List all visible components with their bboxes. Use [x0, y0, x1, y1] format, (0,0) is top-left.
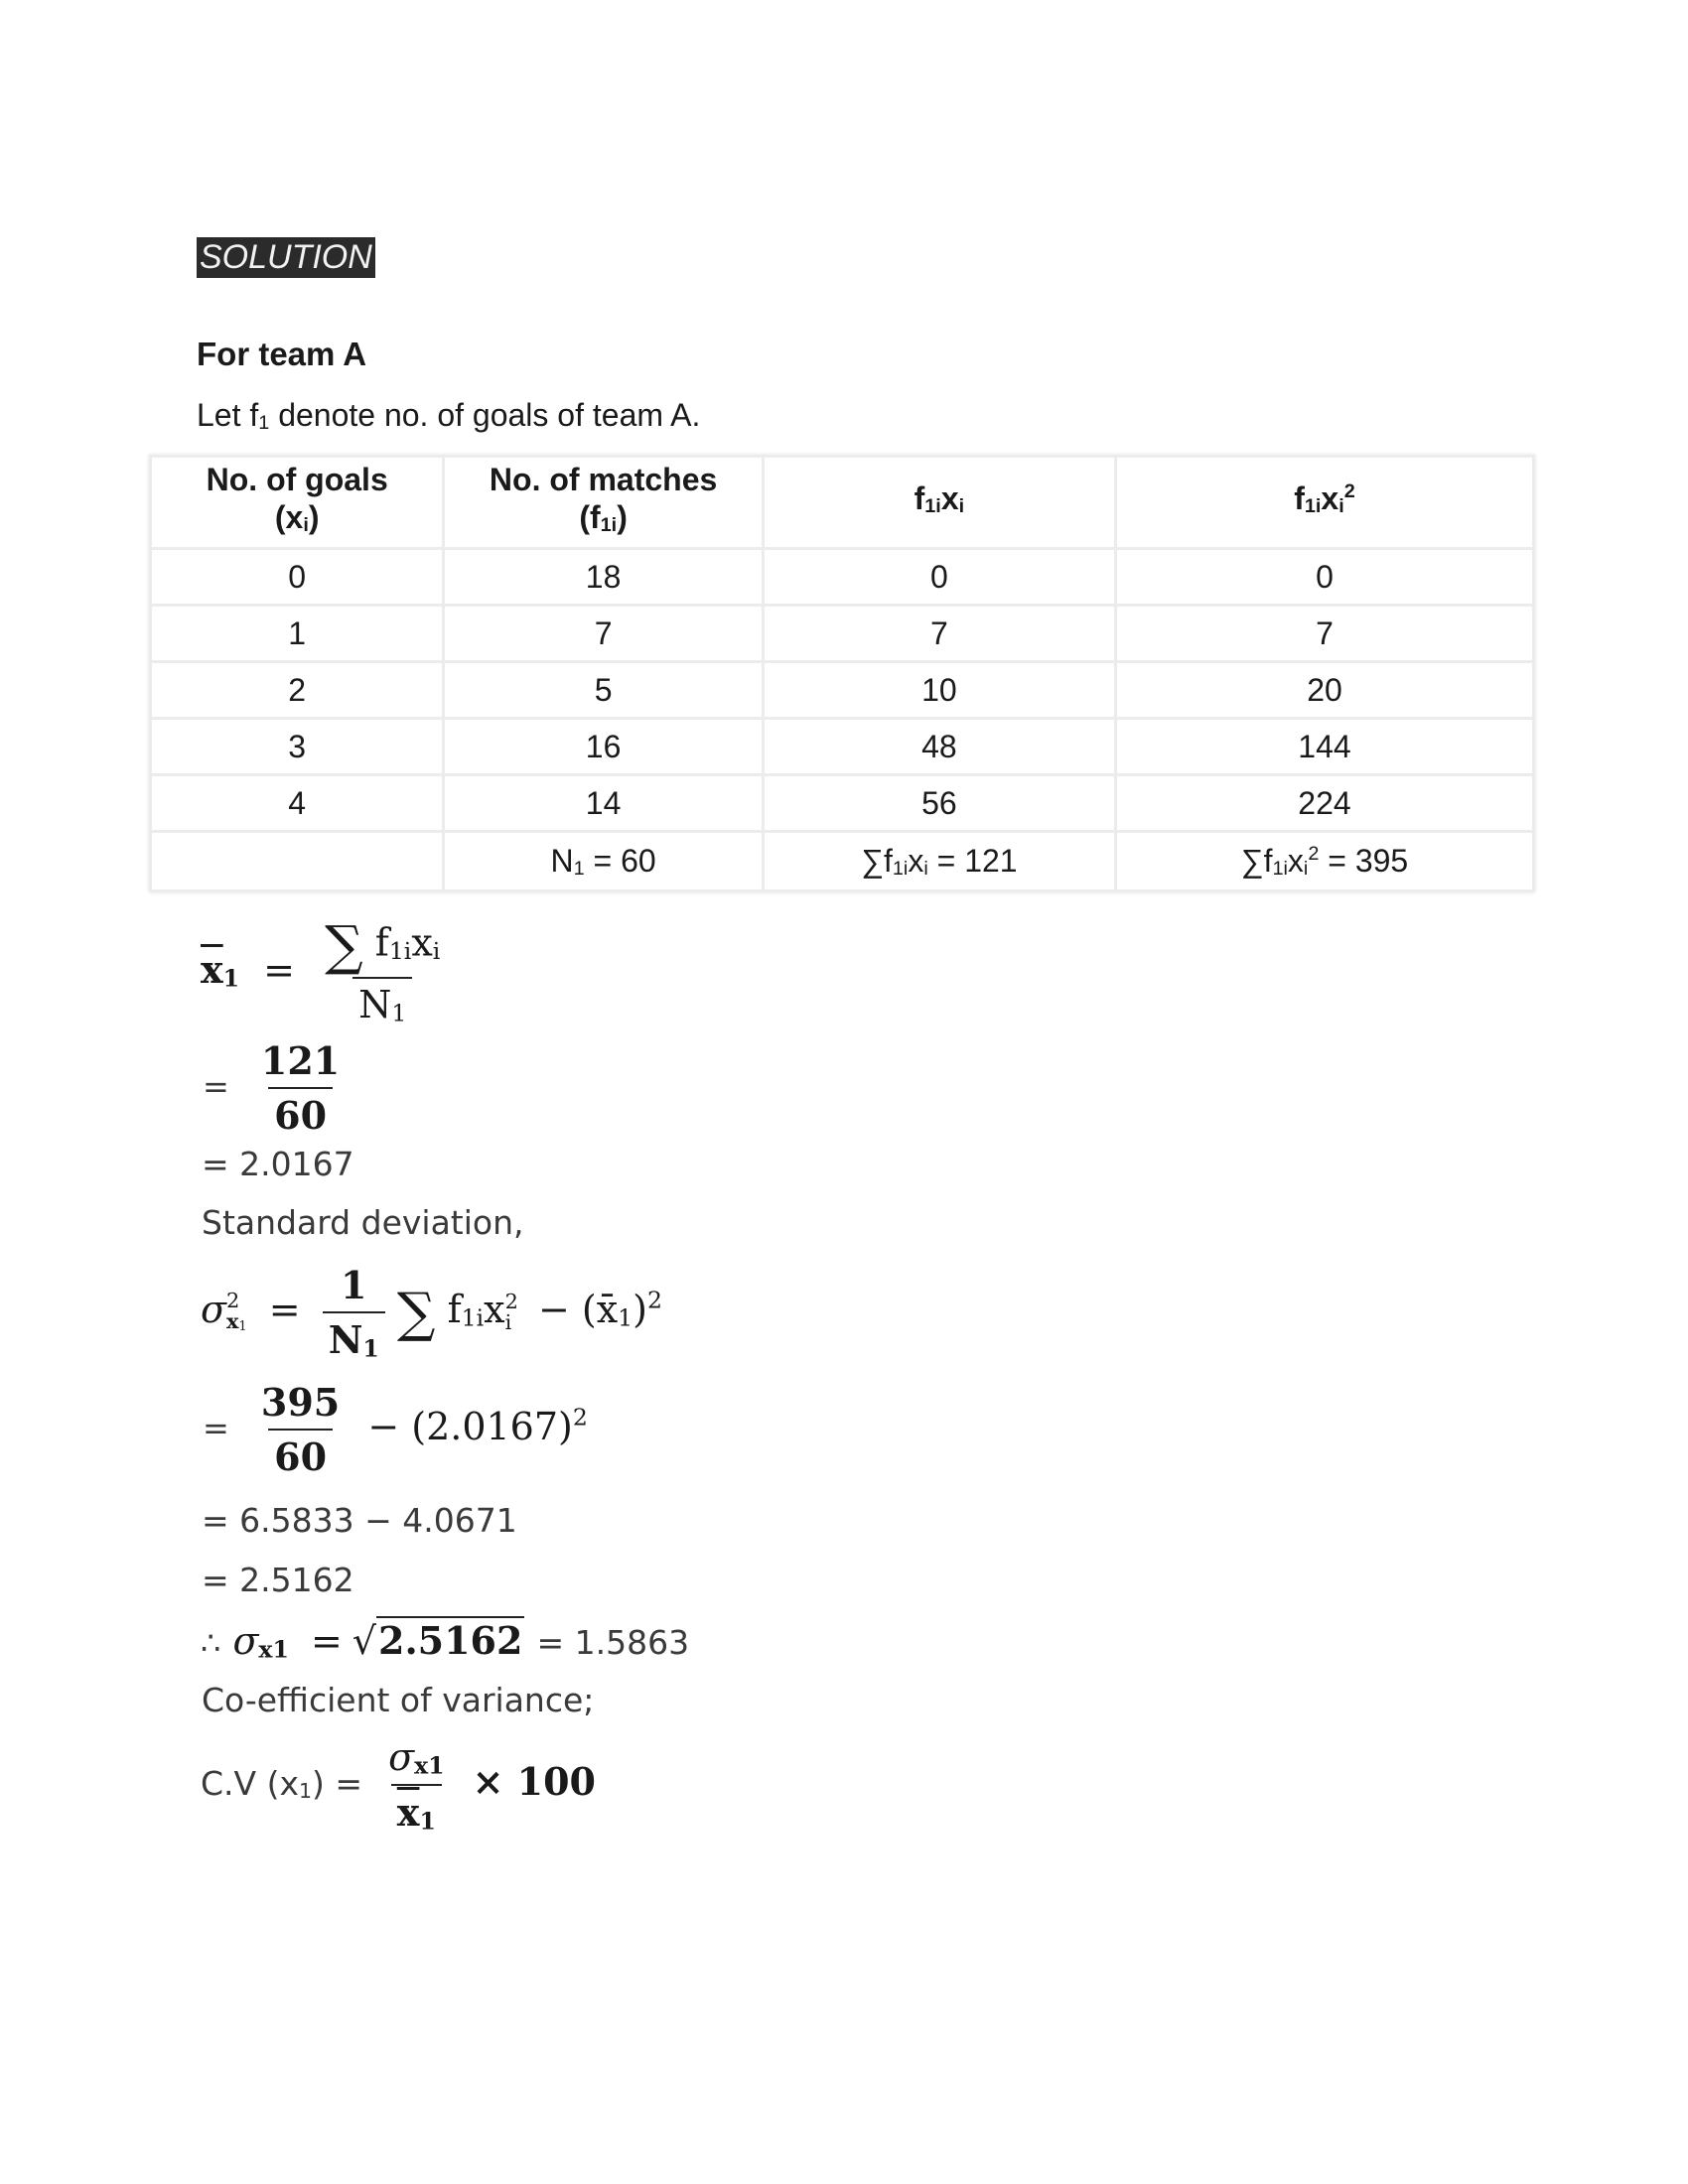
- mean-step-fraction: = $\frac{121}{60}$: [203, 1038, 341, 1138]
- summation-icon: ∑: [396, 1281, 436, 1344]
- table-cell: 5: [444, 662, 763, 719]
- mean-fraction: $\frac{\sum f_{1i}x_i}{N_1}$: [325, 914, 441, 1027]
- header-fx2: $f_{1i}x_i^2$: [1115, 457, 1533, 549]
- frequency-table: [149, 455, 1535, 892]
- variance-step: = $\frac{395}{60}$ − $(2.0167)^2$: [203, 1380, 588, 1479]
- variance-value: = 2.5162: [202, 1561, 354, 1599]
- table-cell: 18: [444, 549, 763, 606]
- header-goals: No. of goals $(x_i)$: [151, 457, 444, 549]
- table-cell: 3: [151, 719, 444, 775]
- table-row: [151, 662, 1534, 719]
- table-cell: 14: [444, 775, 763, 832]
- table-header-row: [151, 457, 1534, 549]
- table-cell: 0: [151, 549, 444, 606]
- total-sum-fx: $\sum f_{1i}x_i = 121$: [763, 832, 1115, 891]
- table-cell: 7: [444, 606, 763, 662]
- table-cell: 4: [151, 775, 444, 832]
- table-row: [151, 549, 1534, 606]
- table-cell: 7: [1115, 606, 1533, 662]
- table-cell: 16: [444, 719, 763, 775]
- table-cell: 0: [1115, 549, 1533, 606]
- table-cell: 48: [763, 719, 1115, 775]
- table-total-row: [151, 832, 1534, 891]
- table-cell: 144: [1115, 719, 1533, 775]
- sd-result: ∴ $\sigma_{x1} = √2.5162 = 1.5863$: [201, 1618, 690, 1664]
- table-cell: 7: [763, 606, 1115, 662]
- solution-label: SOLUTION: [197, 237, 375, 278]
- total-empty-cell: [151, 832, 444, 891]
- table-row: [151, 606, 1534, 662]
- total-n: $N_1 = 60$: [444, 832, 763, 891]
- table-cell: 2: [151, 662, 444, 719]
- sqrt-icon: √: [352, 1619, 376, 1663]
- table-cell: 1: [151, 606, 444, 662]
- table-row: [151, 719, 1534, 775]
- team-heading: For team A: [197, 336, 367, 372]
- total-sum-fx2: $\sum f_{1i}x_i^2 = 395$: [1115, 832, 1533, 891]
- sd-label: Standard deviation,: [202, 1203, 524, 1242]
- summation-icon: ∑: [325, 914, 363, 977]
- mean-value: = 2.0167: [202, 1145, 354, 1183]
- table-cell: 224: [1115, 775, 1533, 832]
- table-row: [151, 775, 1534, 832]
- intro-text: Let $f_1$ denote no. of goals of team A.: [197, 397, 701, 434]
- table-cell: 0: [763, 549, 1115, 606]
- mean-formula: $\overline{x}_1$ = $\frac{\sum f_{1i}x_i}{N_1}$: [201, 919, 446, 1027]
- table-cell: 56: [763, 775, 1115, 832]
- variance-subtraction: = 6.5833 − 4.0671: [202, 1501, 517, 1540]
- table-cell: 10: [763, 662, 1115, 719]
- table-cell: 20: [1115, 662, 1533, 719]
- cv-label: Co-efficient of variance;: [202, 1681, 595, 1719]
- cv-formula: C.V $(x_1)$ = $\frac{\sigma_{x1}}{\overline{x}_1}$ × 100: [201, 1735, 596, 1836]
- header-fx: $f_{1i}x_i$: [763, 457, 1115, 549]
- header-matches: No. of matches $(f_{1i})$: [444, 457, 763, 549]
- variance-formula: σ 2 $x_1$ = $\frac{1}{N_1}$ ∑ $f_{1i}x$ 2 i − $(x̄_1)^2$: [201, 1263, 662, 1363]
